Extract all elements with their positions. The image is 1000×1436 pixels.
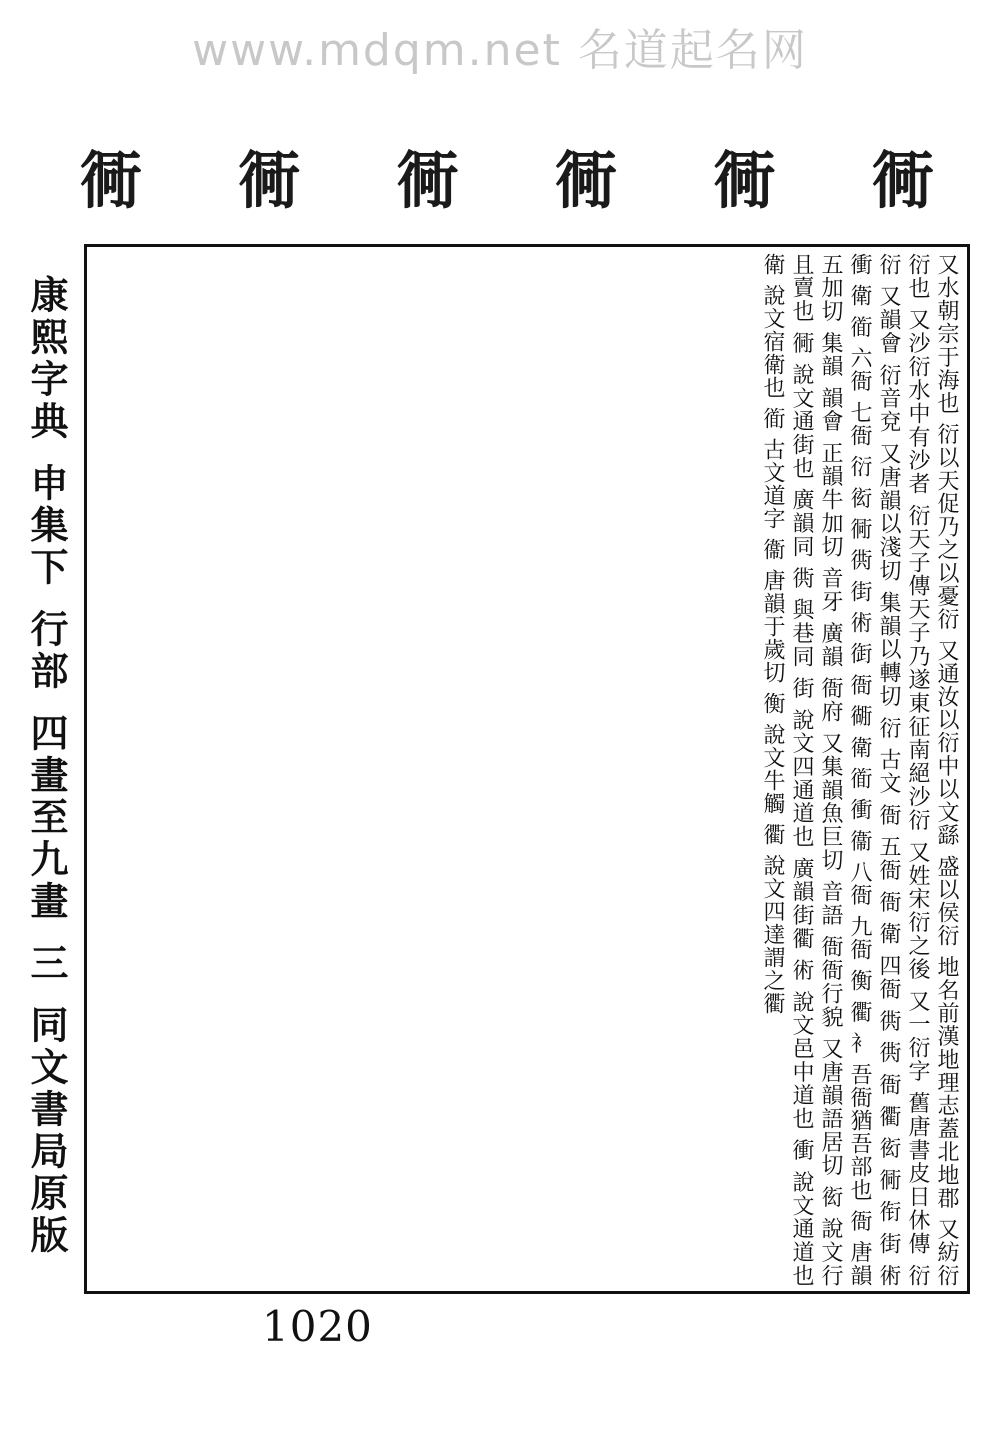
seal-glyph: 衕 [238,143,307,217]
seal-script-row [80,120,940,230]
page-number: 1020 [262,1302,373,1351]
dictionary-body-text: 又水朝宗于海也 衍以天促乃之以憂衍 又通汝以衍中以文繇 盛以侯衍 地名前漢地理志蓋北地郡 又紡衍衍也 又沙衍水中有沙者 衍天子傳天子乃遂東征南絕沙衍 又姓宋衍之後 又一衍字 舊唐書皮日休傳 衍衍 又韻會 衍音兗 又唐韻以淺切 集韻以轉切 衍 古文 衙 五衙 衙 衛 四衙 衖 衖 衙 衢 衒 衕 衔 街 術 衝 衛 衜 六衙 七衙 衍 衒 衕 衖 街 術 衘 衙 衚 衛 衜 衝 衞 八衙 九衙 衡 衢 衤 吾衙猶吾部也 衙 唐韻五加切 集韻 韻會 正韻牛加切 音牙 廣韻 衙府 又集韻魚巨切 音語 衙衙行貌 又唐韻語居切 衒 說文行且賣也 衕 說文通街也 廣韻同 衖 與巷同 街 說文四通道也 廣韻街衢 術 說文邑中道也 衝 說文通道也 衛 說文宿衛也 衜 古文道字 衞 唐韻于歲切 衡 說文牛觸 衢 說文四達謂之衢 [760,253,959,1287]
stroke-range-label: 四畫至九畫 [24,713,69,923]
radical-label: 行部 [24,609,69,693]
publisher-label: 同文書局原版 [24,1005,69,1257]
collection-label: 申集下 [24,463,69,589]
seal-glyph: 衕 [396,143,465,217]
seal-glyph: 衕 [713,143,782,217]
seal-glyph: 衕 [80,143,149,217]
text-frame [84,244,970,1294]
seal-glyph: 衕 [555,143,624,217]
watermark-text: www.mdqm.net 名道起名网 [192,25,808,76]
seal-glyph: 衕 [871,143,940,217]
dictionary-title: 康熙字典 [24,275,69,443]
margin-column [20,275,72,1275]
page-marker: 三 [24,943,69,985]
